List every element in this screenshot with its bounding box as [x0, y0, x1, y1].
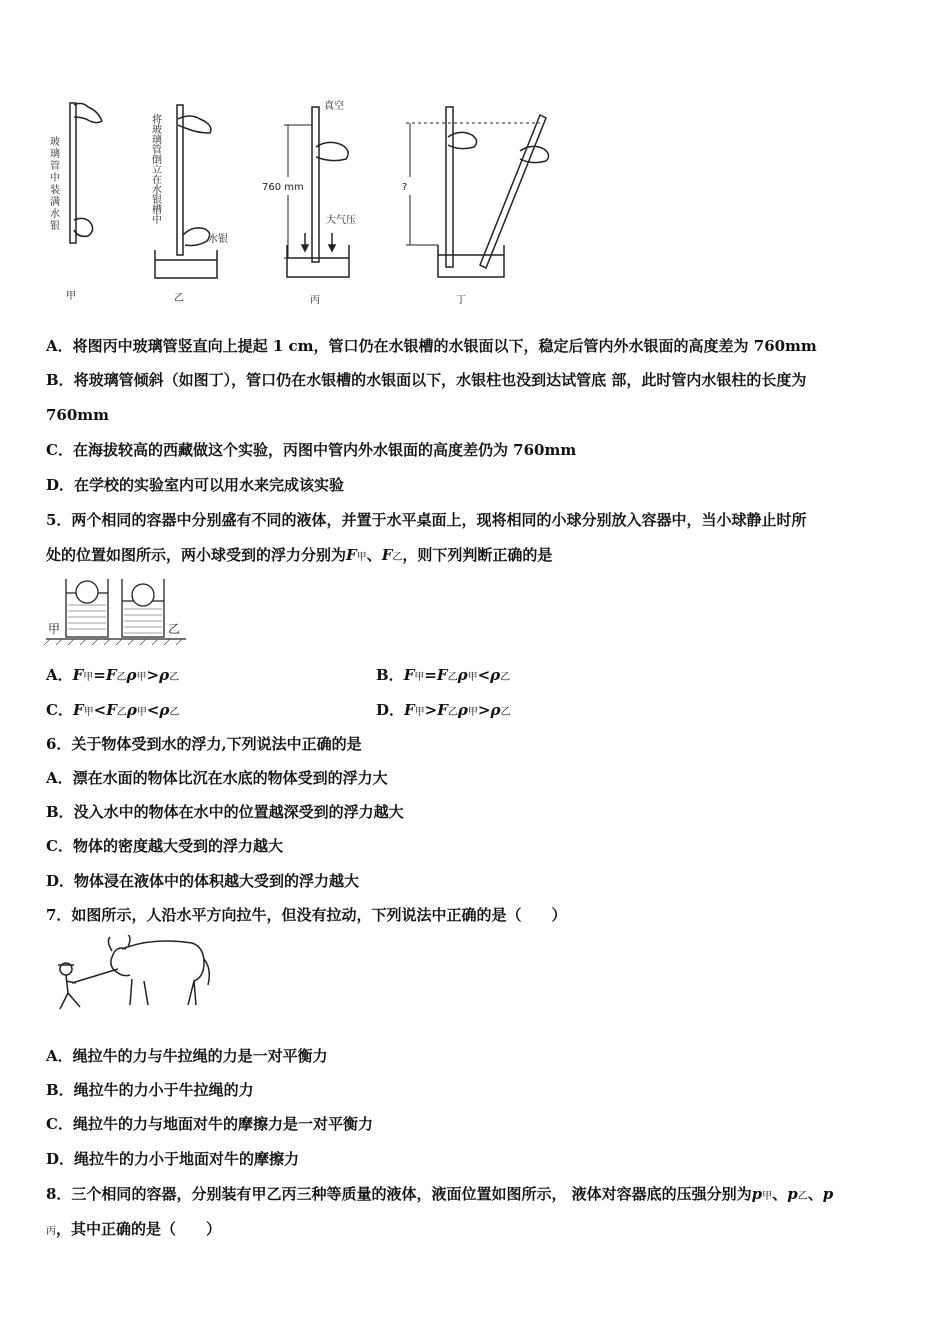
q6-option-a: A．漂在水面的物体比沉在水底的物体受到的浮力大 — [46, 769, 388, 787]
q7-option-d: D．绳拉牛的力小于地面对牛的摩擦力 — [46, 1150, 300, 1168]
q6-option-d: D．物体浸在液体中的体积越大受到的浮力越大 — [46, 872, 360, 890]
rho-symbol: ρ — [490, 701, 501, 719]
sub-yi: 乙 — [392, 552, 403, 563]
operator: = — [93, 666, 106, 684]
f-symbol: F — [437, 701, 448, 719]
f-symbol: F — [105, 666, 117, 684]
label-yi-side-6: 在 — [152, 175, 162, 186]
torricelli-figure — [40, 95, 560, 310]
tube-ding-vertical — [446, 107, 453, 267]
tube-ding-tilted — [480, 115, 546, 268]
f-symbol: F — [381, 546, 393, 564]
q5-option-a — [46, 665, 179, 688]
sub-jia: 甲 — [414, 707, 425, 718]
ball-yi — [132, 584, 154, 606]
label-yi-side-1: 玻 — [152, 125, 162, 136]
label-760mm: 760 mm — [262, 182, 304, 193]
label-yi-side-5: 立 — [152, 165, 162, 176]
rho-symbol: ρ — [159, 666, 170, 684]
q5-stem-line2 — [46, 545, 552, 568]
sub-yi: 乙 — [447, 672, 458, 683]
tube-bing — [312, 107, 319, 262]
label-mercury: 水银 — [208, 234, 228, 245]
sub-jia: 甲 — [136, 707, 147, 718]
option-label: A． — [46, 666, 73, 684]
sub-yi: 乙 — [500, 672, 511, 683]
p-symbol: p — [751, 1185, 763, 1203]
sub-yi: 乙 — [116, 707, 127, 718]
label-question: ? — [402, 182, 408, 193]
separator: 、 — [366, 546, 382, 564]
q7-stem: 7．如图所示，人沿水平方向拉牛，但没有拉动，下列说法中正确的是（ ） — [46, 906, 567, 924]
container-label-jia: 甲 — [48, 622, 61, 636]
q4-option-b-line1: B．将玻璃管倾斜（如图丁），管口仍在水银槽的水银面以下，水银柱也没到达试管底 部，此时管内水银柱的长度为 — [46, 371, 807, 389]
sub-jia: 甲 — [467, 672, 478, 683]
rope — [72, 969, 118, 983]
label-yi-side-8: 银 — [152, 195, 162, 206]
f-symbol: F — [436, 666, 448, 684]
label-yi-side-7: 水 — [152, 185, 162, 196]
q7-option-c: C．绳拉牛的力与地面对牛的摩擦力是一对平衡力 — [46, 1115, 373, 1133]
operator: < — [93, 701, 107, 719]
containers-figure — [44, 575, 194, 647]
q4-option-a: A．将图丙中玻璃管竖直向上提起 1 cm，管口仍在水银槽的水银面以下，稳定后管内外水银面的高度差为 760mm — [46, 337, 817, 355]
label-jia-side-5: 满 — [50, 197, 60, 208]
q8-stem-line1 — [46, 1184, 833, 1207]
q7-option-b: B．绳拉牛的力小于牛拉绳的力 — [46, 1081, 254, 1099]
p-symbol: p — [787, 1185, 798, 1203]
man-body — [60, 975, 80, 1009]
label-jia-side-4: 装 — [50, 185, 60, 196]
operator: < — [477, 666, 491, 684]
q6-option-b: B．没入水中的物体在水中的位置越深受到的浮力越大 — [46, 803, 404, 821]
rho-symbol: ρ — [126, 701, 137, 719]
separator: 、 — [807, 1185, 823, 1203]
q8-stem-end: ，其中正确的是（ ） — [56, 1220, 222, 1238]
q5-stem-line1: 5．两个相同的容器中分别盛有不同的液体，并置于水平桌面上，现将相同的小球分别放入容器中，当小球静止时所 — [46, 511, 807, 529]
sub-jia: 甲 — [356, 552, 367, 563]
rho-symbol: ρ — [457, 701, 468, 719]
label-atm-pressure: 大气压 — [326, 215, 356, 226]
q6-stem: 6．关于物体受到水的浮力,下列说法中正确的是 — [46, 735, 362, 753]
label-yi-side-0: 将 — [152, 115, 162, 126]
f-symbol: F — [346, 546, 357, 564]
trough-ding — [438, 245, 504, 277]
rho-symbol: ρ — [490, 666, 501, 684]
label-yi-side-2: 璃 — [152, 135, 162, 146]
sub-yi: 乙 — [169, 672, 180, 683]
q4-option-b-line2: 760mm — [46, 406, 110, 424]
caption-yi: 乙 — [174, 293, 184, 304]
q8-stem-text: 8．三个相同的容器，分别装有甲乙丙三种等质量的液体，液面位置如图所示， 液体对容器底的压强分别为 — [46, 1185, 752, 1203]
label-yi-side-3: 管 — [152, 145, 162, 156]
sub-jia: 甲 — [136, 672, 147, 683]
man-pulling-ox-figure — [52, 935, 212, 1015]
sub-jia: 甲 — [467, 707, 478, 718]
q6-option-c: C．物体的密度越大受到的浮力越大 — [46, 837, 283, 855]
operator: > — [477, 701, 491, 719]
sub-jia: 甲 — [762, 1191, 773, 1202]
label-yi-side-9: 槽 — [152, 205, 162, 216]
sub-yi: 乙 — [447, 707, 458, 718]
sub-jia: 甲 — [414, 672, 425, 683]
hand-yi-bottom — [183, 228, 210, 246]
option-label: B． — [376, 666, 404, 684]
f-symbol: F — [72, 666, 84, 684]
label-jia-side-0: 玻 — [50, 137, 60, 148]
f-symbol: F — [106, 701, 117, 719]
q5-stem-text: 处的位置如图所示，两小球受到的浮力分别为 — [46, 546, 347, 564]
container-label-yi: 乙 — [168, 622, 181, 636]
separator: 、 — [772, 1185, 788, 1203]
operator: = — [424, 666, 437, 684]
label-vacuum: 真空 — [324, 101, 344, 112]
label-yi-side-10: 中 — [152, 215, 162, 226]
sub-yi: 乙 — [500, 707, 511, 718]
operator: > — [146, 666, 160, 684]
q5-option-d — [376, 700, 510, 723]
label-jia-side-2: 管 — [50, 161, 60, 172]
tube-jia — [70, 103, 76, 243]
q5-stem-end: ，则下列判断正确的是 — [402, 546, 553, 564]
label-jia-side-3: 中 — [50, 173, 60, 184]
ball-jia — [76, 581, 98, 603]
label-yi-side-4: 倒 — [152, 155, 162, 166]
caption-ding: 丁 — [456, 295, 466, 306]
label-jia-side-7: 银 — [50, 221, 60, 232]
q8-stem-line2 — [46, 1219, 221, 1242]
ox-body — [111, 941, 204, 1005]
hand-jia-top — [74, 103, 102, 122]
label-jia-side-6: 水 — [50, 209, 60, 220]
ox-tail — [204, 959, 209, 985]
caption-jia: 甲 — [66, 291, 76, 302]
sub-yi: 乙 — [116, 672, 127, 683]
rho-symbol: ρ — [126, 666, 137, 684]
p-symbol: p — [822, 1185, 834, 1203]
q4-option-c: C．在海拔较高的西藏做这个实验，丙图中管内外水银面的高度差仍为 760mm — [46, 441, 577, 459]
hand-bing — [316, 142, 348, 160]
sub-jia: 甲 — [83, 672, 94, 683]
caption-bing: 丙 — [310, 295, 320, 306]
hand-jia-bottom — [74, 218, 93, 236]
f-symbol: F — [403, 666, 415, 684]
sub-yi: 乙 — [169, 707, 180, 718]
q7-option-a: A．绳拉牛的力与牛拉绳的力是一对平衡力 — [46, 1047, 328, 1065]
trough-bing — [287, 245, 349, 277]
option-label: D． — [376, 701, 405, 719]
q5-option-b — [376, 665, 510, 688]
operator: < — [146, 701, 160, 719]
option-label: C． — [46, 701, 73, 719]
operator: > — [424, 701, 438, 719]
rho-symbol: ρ — [457, 666, 468, 684]
sub-yi: 乙 — [797, 1191, 808, 1202]
sub-bing: 丙 — [46, 1226, 56, 1237]
q4-option-d: D．在学校的实验室内可以用水来完成该实验 — [46, 476, 345, 494]
label-jia-side-1: 璃 — [50, 149, 60, 160]
q5-option-c — [46, 700, 179, 723]
trough-yi — [155, 250, 217, 278]
rho-symbol: ρ — [159, 701, 170, 719]
sub-jia: 甲 — [83, 707, 94, 718]
f-symbol: F — [404, 701, 415, 719]
f-symbol: F — [72, 701, 84, 719]
